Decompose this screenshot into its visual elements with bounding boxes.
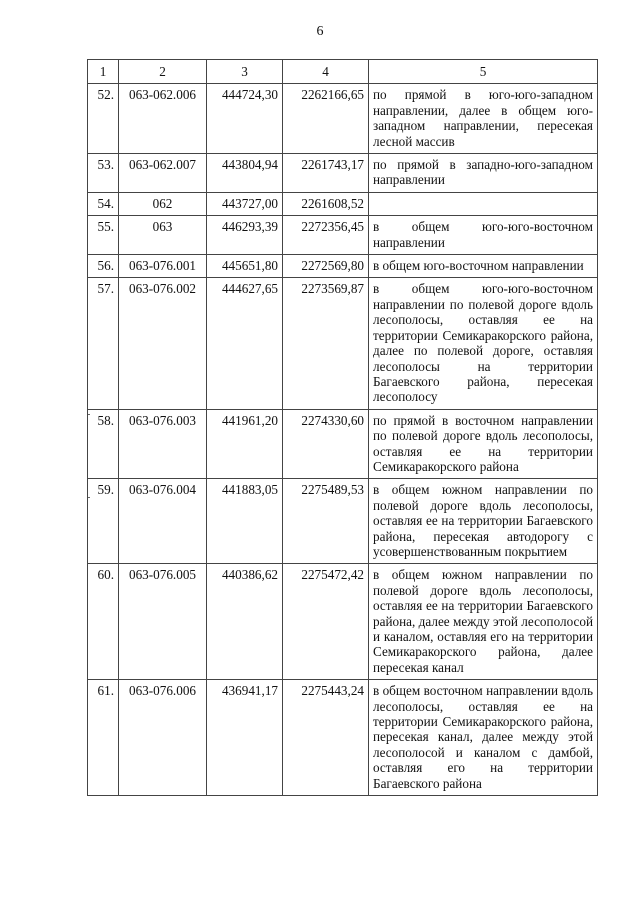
row-number: 59. [88, 479, 119, 564]
coord-x: 443804,94 [207, 154, 283, 193]
header-col-2: 2 [119, 60, 207, 84]
coord-x: 441883,05 [207, 479, 283, 564]
boundary-description: по прямой в западно-юго-западном направлении [369, 154, 598, 193]
point-code: 063-076.003 [119, 409, 207, 479]
coord-y: 2275472,42 [283, 564, 369, 680]
coord-x: 444627,65 [207, 278, 283, 409]
coord-y: 2274330,60 [283, 409, 369, 479]
row-number: 61. [88, 680, 119, 796]
coord-y: 2275443,24 [283, 680, 369, 796]
point-code: 063-076.002 [119, 278, 207, 409]
table-row [88, 564, 598, 680]
point-code: 063-076.001 [119, 255, 207, 278]
row-number: 52. [88, 84, 119, 154]
boundary-description: по прямой в юго-юго-западном направлении, далее в общем юго-западном направлении, пересекая лесной массив [369, 84, 598, 154]
boundary-description: в общем юго-восточном направлении [369, 255, 598, 278]
row-number: 55. [88, 216, 119, 255]
table-row [88, 680, 598, 796]
row-number: 57. [88, 278, 119, 409]
point-code: 063-062.006 [119, 84, 207, 154]
table-row [88, 192, 598, 215]
coord-y: 2261608,52 [283, 192, 369, 215]
coord-x: 445651,80 [207, 255, 283, 278]
point-code: 062 [119, 192, 207, 215]
scan-mark [88, 414, 90, 415]
table-row [88, 84, 598, 154]
row-number: 54. [88, 192, 119, 215]
boundary-description: в общем восточном направлении вдоль лесополосы, оставляя ее на территории Семикаракорского района, пересекая канал, далее между этой лесополосой и каналом с дамбой, оставляя его на территории Багаевского района [369, 680, 598, 796]
coord-x: 440386,62 [207, 564, 283, 680]
row-number: 56. [88, 255, 119, 278]
table-row [88, 409, 598, 479]
scan-mark [88, 497, 90, 498]
point-code: 063-076.004 [119, 479, 207, 564]
coord-x: 443727,00 [207, 192, 283, 215]
point-code: 063-076.006 [119, 680, 207, 796]
point-code: 063-076.005 [119, 564, 207, 680]
coord-y: 2275489,53 [283, 479, 369, 564]
boundary-description: в общем юго-юго-восточном направлении [369, 216, 598, 255]
row-number: 60. [88, 564, 119, 680]
table-row [88, 479, 598, 564]
point-code: 063 [119, 216, 207, 255]
coord-x: 441961,20 [207, 409, 283, 479]
boundary-description: в общем южном направлении по полевой дороге вдоль лесополосы, оставляя ее на территории Багаевского района, пересекая автодорогу с усовершенствованным покрытием [369, 479, 598, 564]
table-row [88, 255, 598, 278]
coord-y: 2261743,17 [283, 154, 369, 193]
boundary-description: в общем юго-юго-восточном направлении по полевой дороге вдоль лесополосы, оставляя ее на территории Семикаракорского района, далее по полевой дороге, оставляя лесополосы на территории Багаевского района, пересекая лесополосу [369, 278, 598, 409]
page-number: 6 [316, 24, 324, 39]
coord-y: 2272569,80 [283, 255, 369, 278]
table-header-row [88, 60, 598, 84]
row-number: 53. [88, 154, 119, 193]
header-col-5: 5 [369, 60, 598, 84]
boundary-description [369, 192, 598, 215]
point-code: 063-062.007 [119, 154, 207, 193]
row-number: 58. [88, 409, 119, 479]
header-col-4: 4 [283, 60, 369, 84]
header-col-1: 1 [88, 60, 119, 84]
table-row [88, 154, 598, 193]
boundary-points-table [87, 59, 598, 796]
table-row [88, 278, 598, 409]
coord-x: 436941,17 [207, 680, 283, 796]
header-col-3: 3 [207, 60, 283, 84]
coord-x: 446293,39 [207, 216, 283, 255]
coord-y: 2272356,45 [283, 216, 369, 255]
coord-x: 444724,30 [207, 84, 283, 154]
boundary-description: в общем южном направлении по полевой дороге вдоль лесополосы, оставляя ее на территории Багаевского района, далее между этой лесополосой и каналом, оставляя его на территории Семикаракорского района, далее пересекая канал [369, 564, 598, 680]
coord-y: 2273569,87 [283, 278, 369, 409]
table-row [88, 216, 598, 255]
boundary-description: по прямой в восточном направлении по полевой дороге вдоль лесополосы, оставляя ее на территории Семикаракорского района [369, 409, 598, 479]
coord-y: 2262166,65 [283, 84, 369, 154]
